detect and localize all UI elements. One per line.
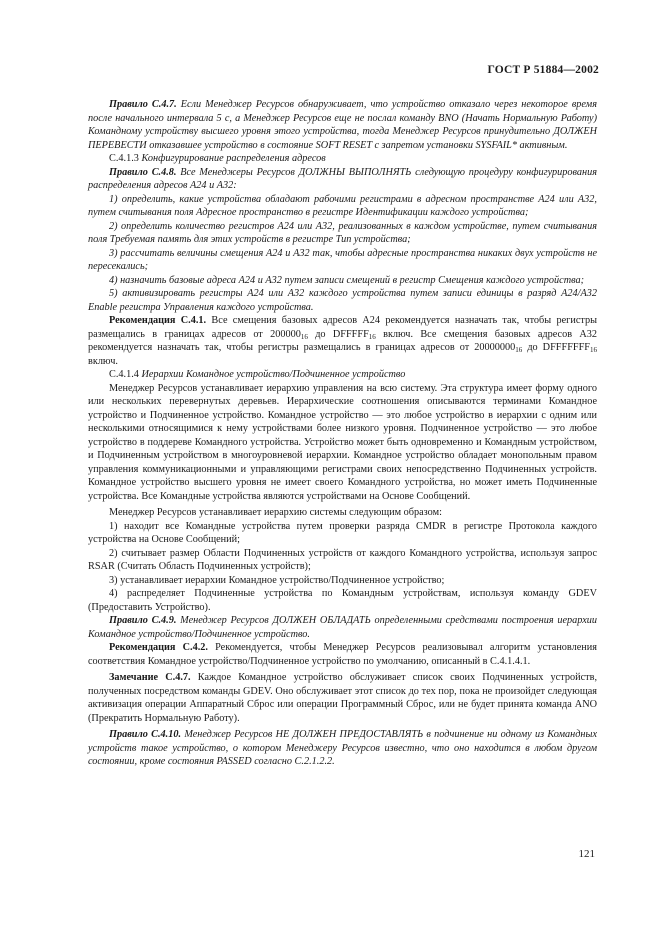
page-body <box>88 98 597 769</box>
section-title: Иерархии Командное устройство/Подчиненное устройство <box>141 369 406 380</box>
rule-text: Если Менеджер Ресурсов обнаруживает, что устройство отказало через некоторое время после начального интервала 5 с, а Менеджер Ресурсов еще не послал команду BNO (Начать Нормальную Работу) Командному устройству высшего уровня этого устройства, тогда Менеджер Ресурсов принудительно ДОЛЖЕН ПЕРЕВЕСТИ отказавшее устройство в состояние SOFT RESET с запретом установки SYSFAIL* активным. <box>88 99 597 151</box>
rule-c48-item: 1) определить, какие устройства обладают рабочими регистрами в адресном пространстве А24 или А32, путем считывания поля Адресное пространство в регистре Идентификации каждого устройства; <box>88 193 597 218</box>
rule-c48-item: 2) определить количество регистров А24 или А32, реализованных в каждом устройстве, путем считывания поля Требуемая память для этих устройств в регистре Тип устройства; <box>88 220 597 245</box>
establish-item: 3) устанавливает иерархии Командное устройство/Подчиненное устройство; <box>109 574 445 586</box>
note-text: Каждое Командное устройство обслуживает список своих Подчиненных устройств, полученных посредством команды GDEV. Оно обслуживает этот список до тех пор, пока не произойдет следующая активизация операции Аппаратный Сброс или операции Программный Сброс, или не будет принята команда ANO (Прекратить Нормальную Работу). <box>88 672 598 724</box>
establish-item: 1) находит все Командные устройства путем проверки разряда CMDR в регистре Протокола каждого устройства на Основе Сообщений; <box>88 520 597 545</box>
note-c47 <box>88 671 597 725</box>
note-label: Замечание С.4.7. <box>109 672 191 683</box>
rule-label: Правило С.4.8. <box>109 166 177 178</box>
section-number: С.4.1.3 <box>109 153 142 164</box>
recommendation-text: включ. <box>88 355 118 367</box>
rule-c48-item: 3) рассчитать величины смещения А24 и А32 так, чтобы адресные пространства никаких двух устройств не пересекались; <box>88 247 597 272</box>
rule-c47 <box>88 98 597 152</box>
rule-text: Все Менеджеры Ресурсов ДОЛЖНЫ ВЫПОЛНЯТЬ следующую процедуру конфигурирования распределения адресов А24 и А32: <box>88 166 597 191</box>
page-header-standard: ГОСТ Р 51884—2002 <box>487 64 599 76</box>
section-title: Конфигурирование распределения адресов <box>141 153 326 164</box>
rule-c48 <box>88 166 597 193</box>
recommendation-c41 <box>88 314 597 368</box>
recommendation-text: до DFFFFFFF <box>522 342 590 353</box>
section-heading-c414 <box>88 368 597 382</box>
establish-intro: Менеджер Ресурсов устанавливает иерархию системы следующим образом: <box>109 507 442 518</box>
recommendation-text: Рекомендуется, чтобы Менеджер Ресурсов реализовывал алгоритм установления соответствия Командное устройство/Подчиненное устройство по умолчанию, описанный в С.4.1.4.1. <box>88 642 597 667</box>
establish-item: 2) считывает размер Области Подчиненных устройств от каждого Командного устройства, используя запрос RSAR (Считать Область Подчиненных устройств); <box>88 547 597 572</box>
page-number: 121 <box>578 848 595 860</box>
section-number: С.4.1.4 <box>109 369 142 380</box>
recommendation-text: включ. Все смещения базовых адресов А32 рекомендуется назначать так, чтобы регистры размещались в границах адресов от 20000000 <box>88 328 598 353</box>
rule-c48-item: 4) назначить базовые адреса А24 и А32 путем записи смещений в регистр Смещения каждого устройства; <box>109 274 585 286</box>
rule-c49 <box>88 614 597 641</box>
rule-text: Менеджер Ресурсов ДОЛЖЕН ОБЛАДАТЬ определенными средствами построения иерархии Командное устройство/Подчиненное устройство. <box>88 615 597 640</box>
rule-text: Менеджер Ресурсов НЕ ДОЛЖЕН ПРЕДОСТАВЛЯТЬ в подчинение ни одному из Командных устройств такое устройство, о котором Менеджеру Ресурсов известно, что оно находится в любом другом состоянии, кроме состояния PASSED согласно С.2.1.2.2. <box>88 729 597 767</box>
recommendation-text: Все смещения базовых адресов А24 рекомендуется назначать так, чтобы регистры размещались в границах адресов от 200000 <box>88 315 597 340</box>
recommendation-c42 <box>88 641 597 668</box>
section-heading-c413 <box>88 152 597 166</box>
recommendation-label: Рекомендация С.4.1. <box>109 315 207 326</box>
rule-c410 <box>88 728 597 769</box>
establish-item: 4) распределяет Подчиненные устройства по Командным устройствам, используя команду GDEV (Предоставить Устройство). <box>88 588 597 613</box>
base-subscript: 16 <box>515 346 523 354</box>
base-subscript: 16 <box>590 346 597 354</box>
rule-label: Правило С.4.7. <box>109 99 177 110</box>
base-subscript: 16 <box>300 332 308 341</box>
rule-c48-item: 5) активизировать регистры А24 или А32 каждого устройства путем записи единицы в разряд A24/A32 Enable регистра Управления каждого устройства. <box>88 288 597 313</box>
rule-label: Правило С.4.10. <box>109 729 182 740</box>
rule-label: Правило С.4.9. <box>109 615 177 626</box>
recommendation-label: Рекомендация С.4.2. <box>109 642 208 653</box>
base-subscript: 16 <box>368 332 376 341</box>
recommendation-text: до DFFFFF <box>307 328 369 340</box>
hierarchy-paragraph: Менеджер Ресурсов устанавливает иерархию управления на всю систему. Эта структура имеет форму одного или нескольких перевернутых деревьев. Иерархические соотношения описываются терминами Командное устройство и Подчиненное устройство. Командное устройство — это любое устройство в иерархии с одним или несколькими относящимися к нему устройствами более низкого уровня. Подчиненное устройство — это любое устройство в поддереве Командного устройства. Устройство может быть одновременно и Командным устройством, и Подчиненным устройством в многоуровневой иерархии. Командное устройство обладает монопольным правом управления коммуникационными и управляющими регистрами своих непосредственно Подчиненных устройств. Командное устройство высшего уровня не имеет своего Командного устройства, но может иметь Подчиненные устройства. Все Командные устройства являются устройствами на Основе Сообщений. <box>88 382 597 502</box>
